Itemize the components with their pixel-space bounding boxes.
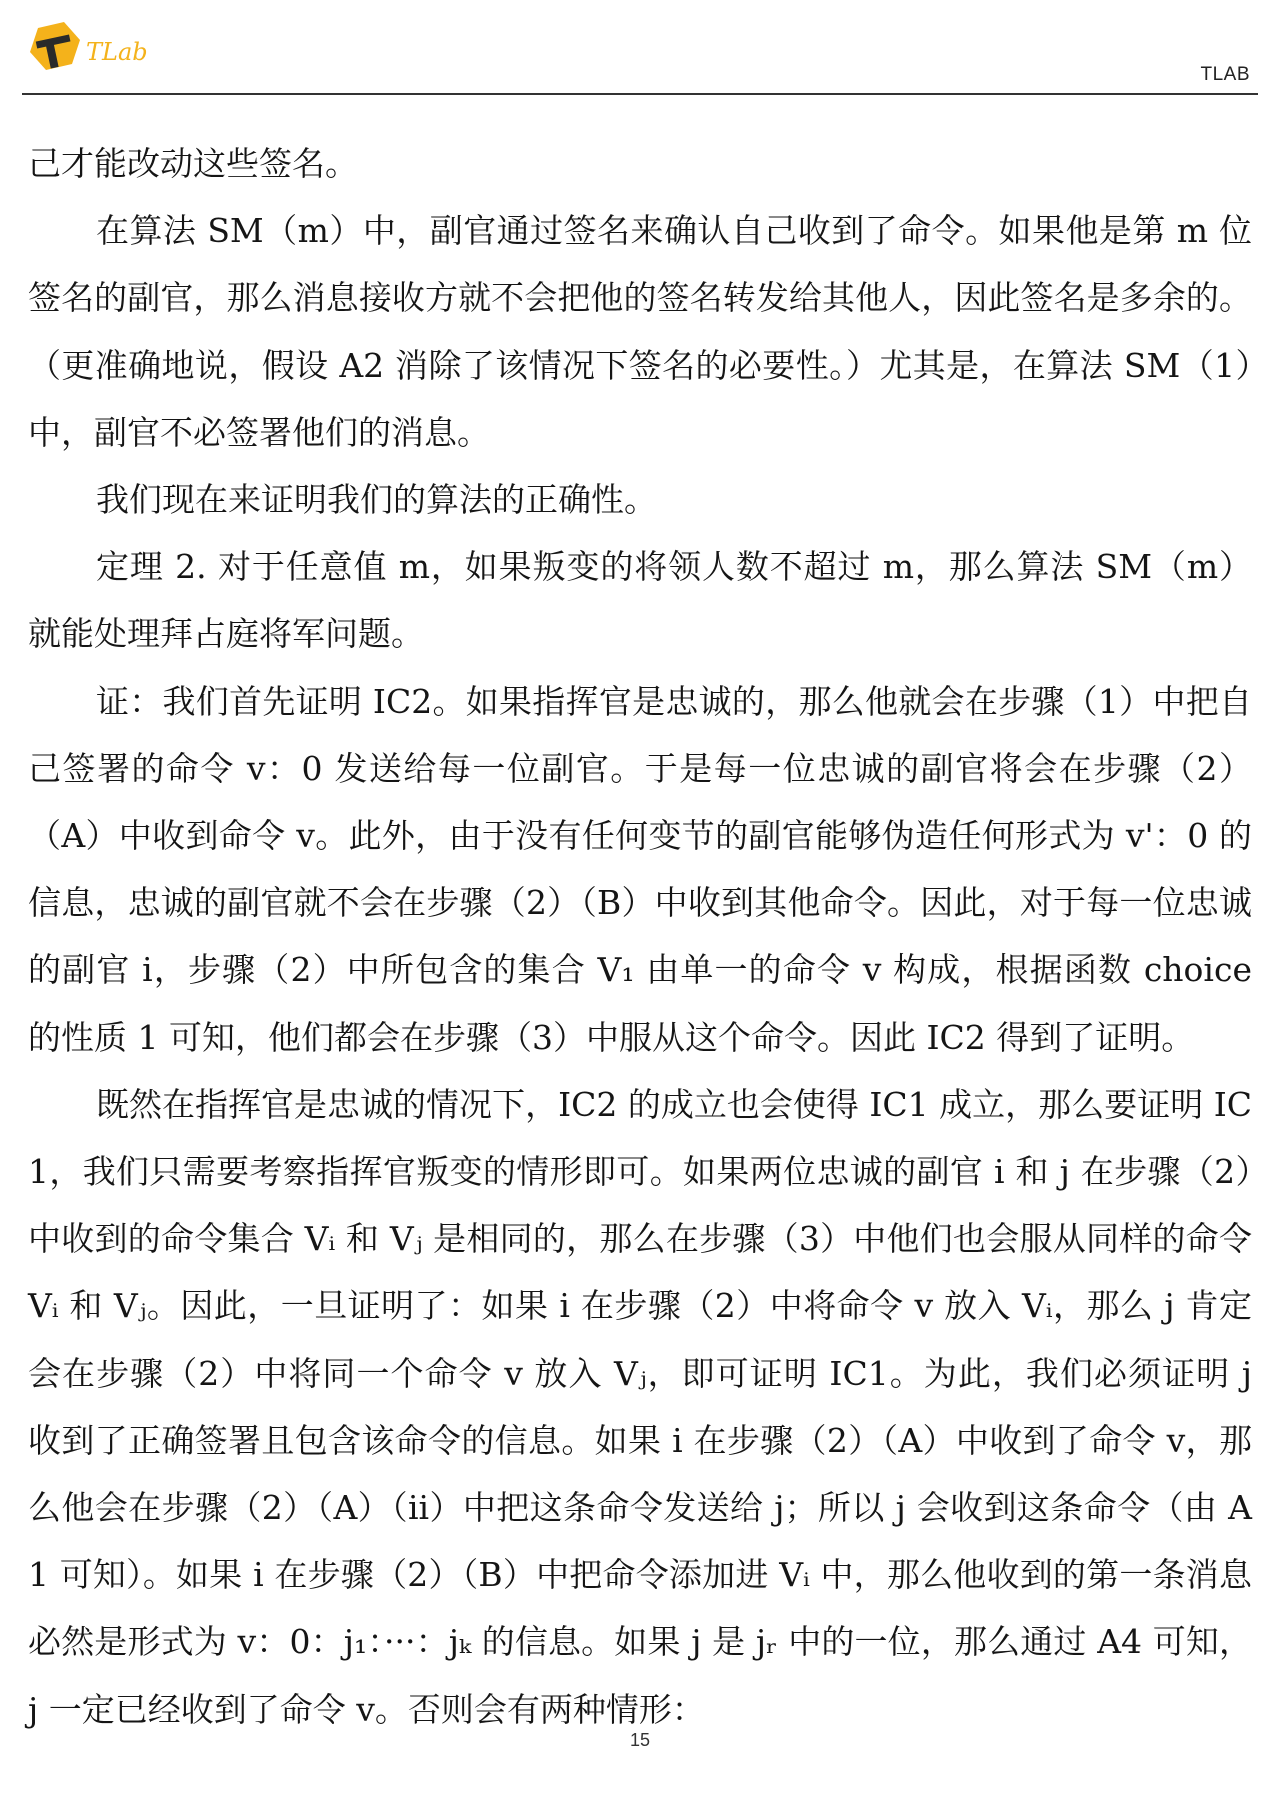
header-divider: [22, 93, 1258, 95]
page-body: [28, 130, 1252, 1743]
paragraph-0: 己才能改动这些签名。: [28, 144, 358, 183]
paragraph-1: 在算法 SM（m）中，副官通过签名来确认自己收到了命令。如果他是第 m 位签名的副官，那么消息接收方就不会把他的签名转发给其他人，因此签名是多余的。（更准确地说，假设 A2 消除了该情况下签名的必要性。）尤其是，在算法 SM（1）中，副官不必签署他们的消息。: [28, 211, 1252, 452]
tlab-logo: [24, 20, 174, 86]
paragraph-proof-ic1: 既然在指挥官是忠诚的情况下，IC2 的成立也会使得 IC1 成立，那么要证明 IC1，我们只需要考察指挥官叛变的情形即可。如果两位忠诚的副官 i 和 j 在步骤（2）中收到的命令集合 Vᵢ 和 Vⱼ 是相同的，那么在步骤（3）中他们也会服从同样的命令 Vᵢ 和 Vⱼ。因此，一旦证明了：如果 i 在步骤（2）中将命令 v 放入 Vᵢ，那么 j 肯定会在步骤（2）中将同一个命令 v 放入 Vⱼ，即可证明 IC1。为此，我们必须证明 j 收到了正确签署且包含该命令的信息。如果 i 在步骤（2）（A）中收到了命令 v，那么他会在步骤（2）（A）（ii）中把这条命令发送给 j；所以 j 会收到这条命令（由 A1 可知）。如果 i 在步骤（2）（B）中把命令添加进 Vᵢ 中，那么他收到的第一条消息必然是形式为 v：0：j₁：···：jₖ 的信息。如果 j 是 jᵣ 中的一位，那么通过 A4 可知，j 一定已经收到了命令 v。否则会有两种情形：: [28, 1084, 1252, 1729]
brand-label: TLAB: [1200, 64, 1250, 85]
paragraph-2: 我们现在来证明我们的算法的正确性。: [96, 480, 657, 520]
page-number: 15: [629, 1730, 651, 1750]
paragraph-theorem-2: 定理 2. 对于任意值 m，如果叛变的将领人数不超过 m，那么算法 SM（m）就能处理拜占庭将军问题。: [28, 547, 1252, 654]
page-header: [0, 0, 1280, 96]
paragraph-proof-ic2: 证：我们首先证明 IC2。如果指挥官是忠诚的，那么他就会在步骤（1）中把自己签署的命令 v：0 发送给每一位副官。于是每一位忠诚的副官将会在步骤（2）（A）中收到命令 v。此外，由于没有任何变节的副官能够伪造任何形式为 v'：0 的信息，忠诚的副官就不会在步骤（2）（B）中收到其他命令。因此，对于每一位忠诚的副官 i，步骤（2）中所包含的集合 V₁ 由单一的命令 v 构成，根据函数 choice 的性质 1 可知，他们都会在步骤（3）中服从这个命令。因此 IC2 得到了证明。: [28, 681, 1252, 1057]
logo-text: TLab: [86, 38, 148, 66]
